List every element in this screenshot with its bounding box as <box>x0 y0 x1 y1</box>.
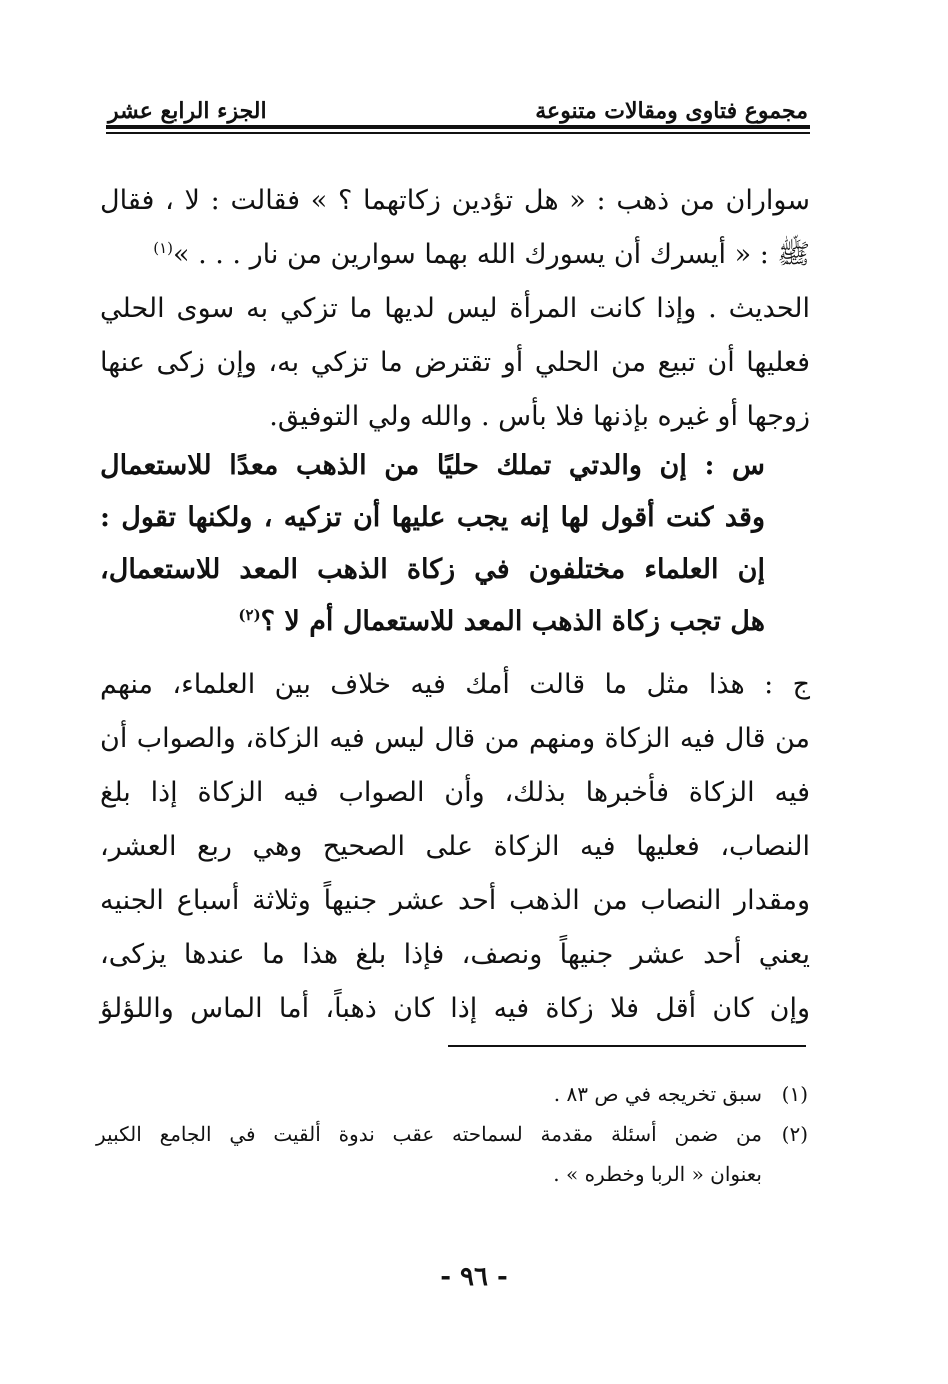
footnote-1 <box>96 1074 808 1114</box>
paragraph-continuation <box>100 174 810 444</box>
text-line: زوجها أو غيره بإذنها فلا بأس . والله ولي التوفيق. <box>269 401 810 432</box>
answer-line: من قال فيه الزكاة ومنهم من قال ليس فيه الزكاة، والصواب أن <box>100 723 810 754</box>
text-line: الحديث . وإذا كانت المرأة ليس لديها ما تزكي به سوى الحلي <box>100 293 810 324</box>
question-line-content: هل تجب زكاة الذهب المعد للاستعمال أم لا ؟ <box>260 606 765 637</box>
answer-line: النصاب، فعليها فيه الزكاة على الصحيح وهي ربع العشر، <box>100 831 810 862</box>
text-line-content: ﷺ : « أيسرك أن يسورك الله بهما سوارين من نار . . . » <box>173 239 810 270</box>
answer-block <box>100 658 810 1036</box>
footnote-ref-2: (٢) <box>238 606 261 624</box>
answer-line: وإن كان أقل فلا زكاة فيه إذا كان ذهباً، أما الماس واللؤلؤ <box>100 993 810 1024</box>
question-line: وقد كنت أقول لها إنه يجب عليها أن تزكيه ، ولكنها تقول : <box>100 502 765 533</box>
footnotes <box>96 1074 808 1194</box>
text-line: سواران من ذهب : « هل تؤدين زكاتهما ؟ » فقالت : لا ، فقال <box>100 185 810 216</box>
page-number: - ٩٦ - <box>440 1262 508 1292</box>
text-line <box>100 228 810 282</box>
header-rule-thin <box>106 132 810 134</box>
text-line: فعليها أن تبيع من الحلي أو تقترض ما تزكي به، وإن زكى عنها <box>100 347 810 378</box>
footnote-2-continued <box>96 1154 808 1194</box>
running-header <box>108 90 808 124</box>
question-line: إن العلماء مختلفون في زكاة الذهب المعد للاستعمال، <box>100 554 765 585</box>
answer-line: ج : هذا مثل ما قالت أمك فيه خلاف بين العلماء، منهم <box>100 669 810 700</box>
question-block <box>100 440 765 648</box>
question-line <box>100 596 765 648</box>
header-book-title: مجموع فتاوى ومقالات متنوعة <box>535 98 808 124</box>
footnote-2 <box>96 1114 808 1154</box>
question-line: س : إن والدتي تملك حليًا من الذهب معدًا للاستعمال <box>100 450 765 481</box>
answer-line: يعني أحد عشر جنيهاً ونصف، فإذا بلغ هذا ما عندها يزكى، <box>100 939 810 970</box>
footnote-number: (١) <box>781 1082 808 1106</box>
footnote-ref-1: (١) <box>153 239 173 257</box>
header-volume: الجزء الرابع عشر <box>108 98 267 124</box>
footnote-separator <box>448 1045 806 1047</box>
footnote-text: بعنوان « الربا وخطره » . <box>553 1162 762 1186</box>
footnote-text: من ضمن أسئلة مقدمة لسماحته عقب ندوة ألقيت في الجامع الكبير <box>96 1122 762 1146</box>
header-rule-thick <box>106 125 810 129</box>
footnote-indent <box>762 1154 808 1194</box>
answer-line: فيه الزكاة فأخبرها بذلك، وأن الصواب فيه الزكاة إذا بلغ <box>100 777 810 808</box>
footnote-number: (٢) <box>781 1122 808 1146</box>
footnote-text: سبق تخريجه في ص ٨٣ . <box>553 1082 762 1106</box>
answer-line: ومقدار النصاب من الذهب أحد عشر جنيهاً وثلاثة أسباع الجنيه <box>100 885 810 916</box>
